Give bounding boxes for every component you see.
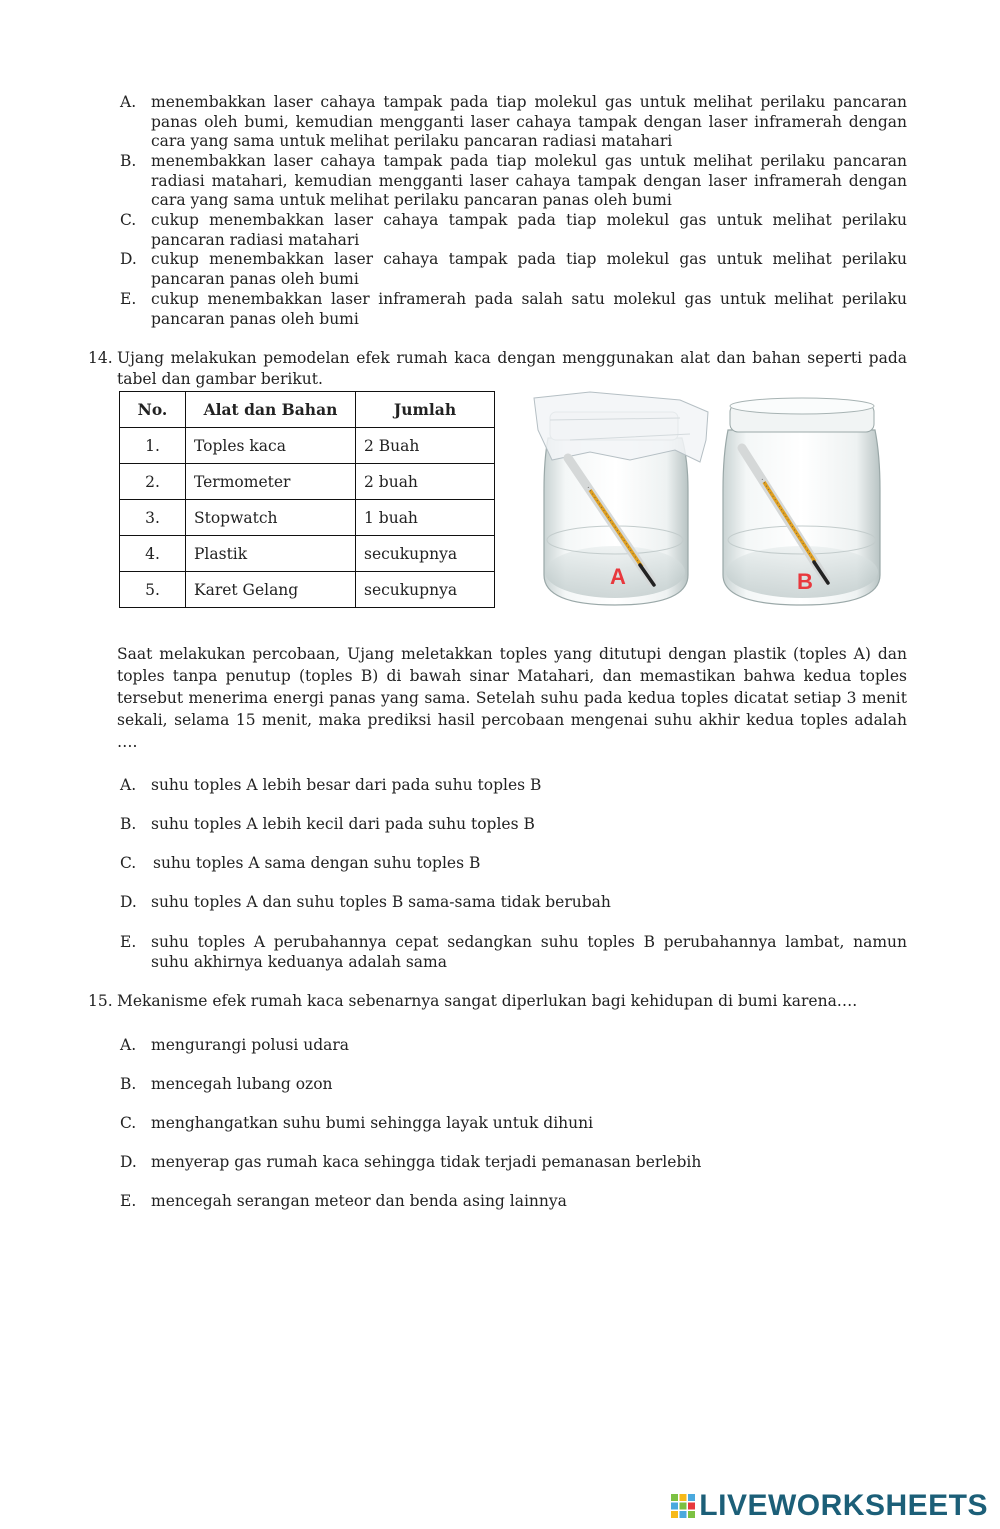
q13-option-e[interactable] [120,290,907,329]
cell-amount: 2 buah [356,464,495,500]
tools-table [119,391,495,608]
option-text: mengurangi polusi udara [151,1036,350,1054]
cell-amount: 2 Buah [356,428,495,464]
q15-option-c[interactable] [120,1114,907,1134]
option-letter: C. [120,854,137,872]
cell-no: 5. [120,572,186,608]
cell-no: 2. [120,464,186,500]
q15-option-e[interactable] [120,1192,907,1212]
header-tools: Alat dan Bahan [186,392,356,428]
q14-option-c[interactable] [120,854,907,874]
table-row [120,428,495,464]
jar-a [534,392,708,605]
option-letter: E. [120,1192,137,1210]
option-letter: B. [120,1075,137,1093]
cell-amount: secukupnya [356,572,495,608]
option-text: menembakkan laser cahaya tampak pada tiap molekul gas untuk melihat perilaku pancaran panas oleh bumi, kemudian mengganti laser cahaya tampak dengan laser inframerah dengan cara yang sama untuk melihat perilaku pancaran radiasi matahari [151,93,907,150]
option-letter: C. [120,211,137,229]
option-letter: A. [120,93,137,111]
q13-option-b[interactable] [120,152,907,211]
cell-tool: Plastik [186,536,356,572]
q15-option-d[interactable] [120,1153,907,1173]
option-letter: E. [120,290,137,308]
option-text: menyerap gas rumah kaca sehingga tidak terjadi pemanasan berlebih [151,1153,702,1171]
q14-option-e[interactable] [120,933,907,972]
table-row [120,500,495,536]
table-row [120,572,495,608]
option-text: suhu toples A lebih kecil dari pada suhu toples B [151,815,535,833]
cell-no: 4. [120,536,186,572]
option-letter: D. [120,250,137,268]
option-letter: C. [120,1114,137,1132]
cell-amount: secukupnya [356,536,495,572]
q15-option-a[interactable] [120,1036,907,1056]
option-letter: E. [120,933,137,951]
option-text: cukup menembakkan laser inframerah pada salah satu molekul gas untuk melihat perilaku pancaran panas oleh bumi [151,290,907,328]
option-text: suhu toples A dan suhu toples B sama-sama tidak berubah [151,893,611,911]
question-14-number: 14. [88,349,113,367]
option-text: menembakkan laser cahaya tampak pada tiap molekul gas untuk melihat perilaku pancaran radiasi matahari, kemudian mengganti laser cahaya tampak dengan laser inframerah dengan cara yang sama untuk melihat perilaku pancaran panas oleh bumi [151,152,907,209]
q13-option-d[interactable] [120,250,907,289]
option-letter: D. [120,893,137,911]
option-letter: A. [120,776,137,794]
jar-label-b: B [797,569,813,594]
question-14-paragraph: Saat melakukan percobaan, Ujang meletakkan toples yang ditutupi dengan plastik (toples A) dan toples tanpa penutup (toples B) di bawah sinar Matahari, dan memastikan bahwa kedua toples tersebut menerima energi panas yang sama. Setelah suhu pada kedua toples dicatat setiap 3 menit sekali, selama 15 menit, maka prediksi hasil percobaan mengenai suhu akhir kedua toples adalah …. [117,645,907,751]
liveworksheets-logo[interactable] [670,1489,988,1523]
option-letter: B. [120,815,137,833]
option-text: suhu toples A sama dengan suhu toples B [153,854,481,872]
header-no: No. [120,392,186,428]
option-letter: A. [120,1036,137,1054]
option-text: mencegah serangan meteor dan benda asing lainnya [151,1192,567,1210]
q14-option-b[interactable] [120,815,907,835]
option-text: cukup menembakkan laser cahaya tampak pada tiap molekul gas untuk melihat perilaku pancaran panas oleh bumi [151,250,907,288]
header-amount: Jumlah [356,392,495,428]
plastic-cover [534,392,708,462]
table-row [120,536,495,572]
option-text: suhu toples A perubahannya cepat sedangkan suhu toples B perubahannya lambat, namun suhu akhirnya keduanya adalah sama [151,933,907,971]
table-header-row [120,392,495,428]
option-letter: B. [120,152,137,170]
cell-amount: 1 buah [356,500,495,536]
jar-b [723,398,880,605]
option-letter: D. [120,1153,137,1171]
q14-option-a[interactable] [120,776,907,796]
q15-option-b[interactable] [120,1075,907,1095]
question-14-intro: Ujang melakukan pemodelan efek rumah kaca dengan menggunakan alat dan bahan seperti pada tabel dan gambar berikut. [117,349,907,388]
cell-no: 1. [120,428,186,464]
option-text: cukup menembakkan laser cahaya tampak pada tiap molekul gas untuk melihat perilaku pancaran radiasi matahari [151,211,907,249]
liveworksheets-grid-icon [670,1493,696,1519]
q13-option-c[interactable] [120,211,907,250]
question-15-number: 15. [88,992,113,1010]
option-text: mencegah lubang ozon [151,1075,333,1093]
q14-option-d[interactable] [120,893,907,913]
option-text: suhu toples A lebih besar dari pada suhu toples B [151,776,542,794]
cell-tool: Termometer [186,464,356,500]
table-row [120,464,495,500]
logo-text: LIVEWORKSHEETS [699,1489,988,1522]
cell-no: 3. [120,500,186,536]
question-15-text: Mekanisme efek rumah kaca sebenarnya sangat diperlukan bagi kehidupan di bumi karena…. [117,992,858,1010]
jars-illustration [530,390,885,622]
cell-tool: Toples kaca [186,428,356,464]
cell-tool: Karet Gelang [186,572,356,608]
q13-option-a[interactable] [120,93,907,152]
jar-label-a: A [610,564,626,589]
option-text: menghangatkan suhu bumi sehingga layak untuk dihuni [151,1114,594,1132]
cell-tool: Stopwatch [186,500,356,536]
